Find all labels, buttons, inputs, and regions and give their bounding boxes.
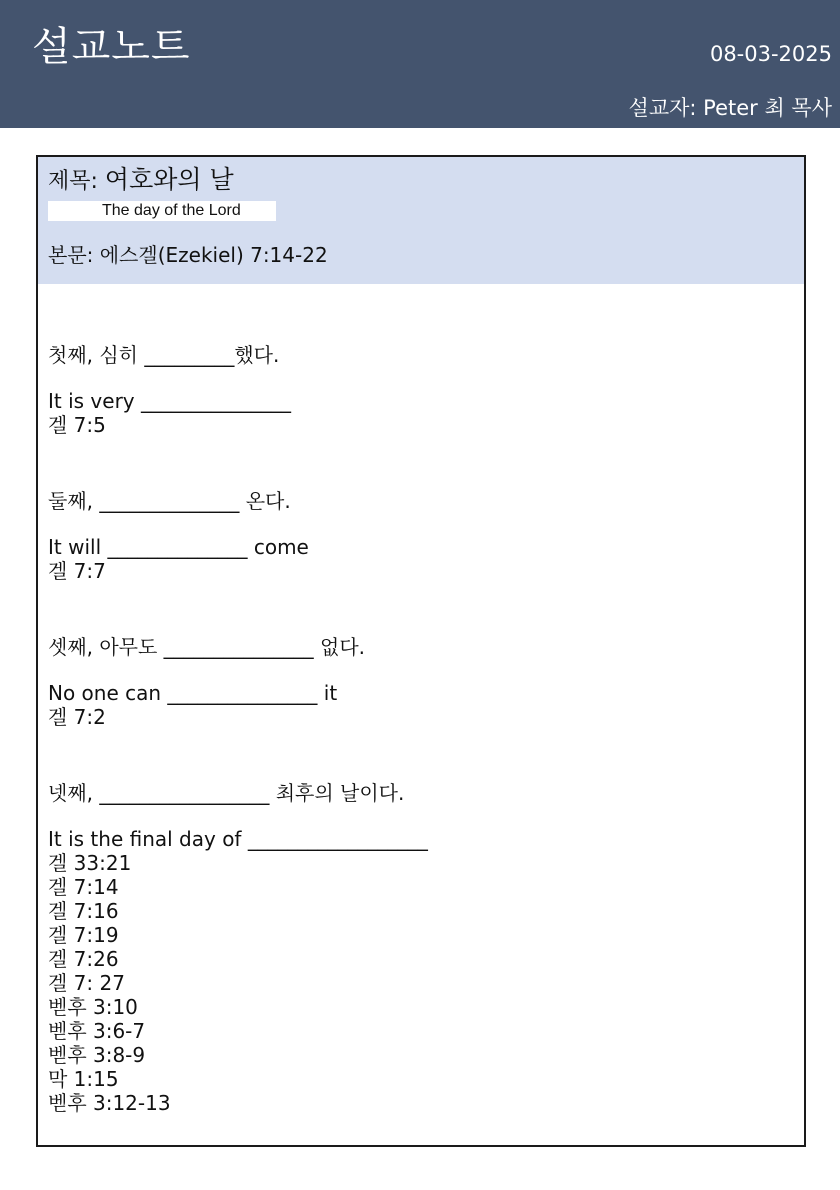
page-title: 설교노트 <box>32 24 191 70</box>
point-english: No one can _______________ it <box>48 681 338 705</box>
point-references <box>48 705 788 729</box>
reference-item: 겔 7:2 <box>48 705 106 729</box>
reference-item: 겔 7:14 <box>48 875 119 899</box>
sermon-title-label: 제목: <box>48 169 105 194</box>
sermon-title-english: The day of the Lord <box>48 201 276 221</box>
point-references <box>48 413 788 437</box>
sermon-point-3 <box>48 633 788 729</box>
sermon-title-band <box>38 157 804 284</box>
point-english: It is very _______________ <box>48 389 291 413</box>
sermon-title-value: 여호와의 날 <box>104 165 234 194</box>
reference-item: 벧후 3:6-7 <box>48 1019 146 1043</box>
scripture-passage: 본문: 에스겔(Ezekiel) 7:14-22 <box>48 243 328 267</box>
sermon-note-box <box>36 155 806 1147</box>
preacher-name: 설교자: Peter 최 목사 <box>628 96 832 120</box>
sermon-points <box>48 341 788 1115</box>
point-references <box>48 851 788 1115</box>
point-references <box>48 559 788 583</box>
reference-item: 막 1:15 <box>48 1067 119 1091</box>
reference-item: 겔 7:16 <box>48 899 119 923</box>
point-korean: 둘째, ______________ 온다. <box>48 489 291 513</box>
reference-item: 겔 7:7 <box>48 559 106 583</box>
point-english: It is the final day of __________________ <box>48 827 428 851</box>
reference-item: 겔 7:26 <box>48 947 119 971</box>
sermon-point-2 <box>48 487 788 583</box>
sermon-title <box>48 165 234 197</box>
sermon-point-4 <box>48 779 788 1115</box>
reference-item: 겔 33:21 <box>48 851 132 875</box>
reference-item: 겔 7:5 <box>48 413 106 437</box>
page-header <box>0 0 840 128</box>
point-korean: 넷째, _________________ 최후의 날이다. <box>48 781 405 805</box>
reference-item: 벧후 3:10 <box>48 995 138 1019</box>
sermon-point-1 <box>48 341 788 437</box>
point-korean: 첫째, 심히 _________했다. <box>48 343 280 367</box>
reference-item: 벧후 3:12-13 <box>48 1091 171 1115</box>
reference-item: 겔 7:19 <box>48 923 119 947</box>
point-english: It will ______________ come <box>48 535 309 559</box>
point-korean: 셋째, 아무도 _______________ 없다. <box>48 635 366 659</box>
sermon-date: 08-03-2025 <box>709 42 832 66</box>
reference-item: 벧후 3:8-9 <box>48 1043 146 1067</box>
reference-item: 겔 7: 27 <box>48 971 125 995</box>
